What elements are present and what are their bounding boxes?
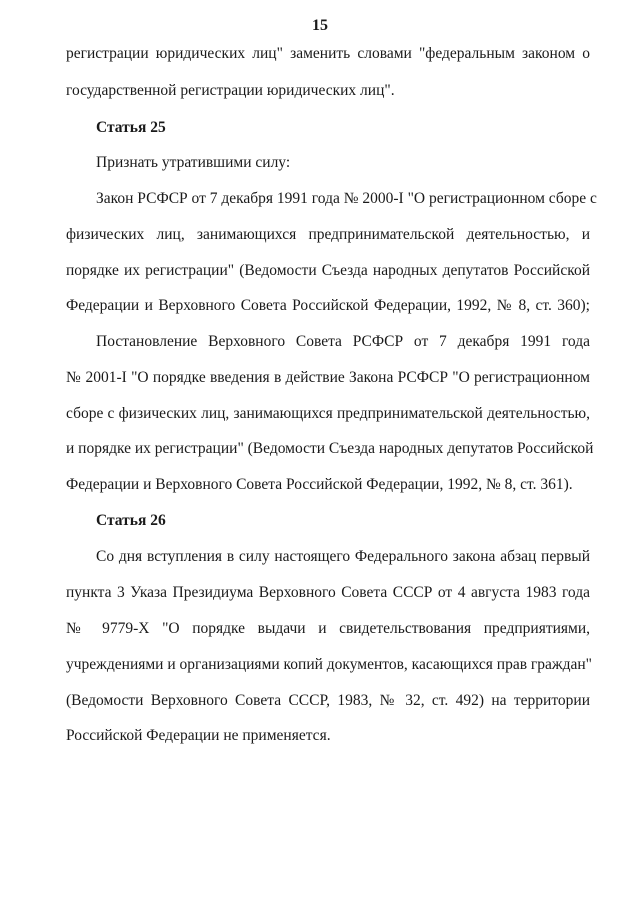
text-line: регистрации юридических лиц" заменить словами "федеральным законом о bbox=[66, 45, 590, 62]
text-line: сборе с физических лиц, занимающихся предпринимательской деятельностью, bbox=[66, 405, 590, 422]
text-line: порядке их регистрации" (Ведомости Съезда народных депутатов Российской bbox=[66, 262, 590, 279]
text-line: Закон РСФСР от 7 декабря 1991 года № 2000-I "О регистрационном сборе с bbox=[96, 190, 597, 207]
text-line: Постановление Верховного Совета РСФСР от 7 декабря 1991 года bbox=[96, 333, 590, 350]
text-line: Федерации и Верховного Совета Российской Федерации, 1992, № 8, ст. 361). bbox=[66, 476, 573, 493]
text-line: учреждениями и организациями копий документов, касающихся прав граждан" bbox=[66, 656, 592, 673]
text-line: Со дня вступления в силу настоящего Федерального закона абзац первый bbox=[96, 548, 590, 565]
text-line: государственной регистрации юридических лиц". bbox=[66, 82, 395, 99]
text-line: пункта 3 Указа Президиума Верховного Совета СССР от 4 августа 1983 года bbox=[66, 584, 590, 601]
article-heading: Статья 26 bbox=[96, 512, 166, 529]
text-line: Российской Федерации не применяется. bbox=[66, 727, 331, 744]
text-line: Признать утратившими силу: bbox=[96, 154, 291, 171]
text-line: (Ведомости Верховного Совета СССР, 1983, № 32, ст. 492) на территории bbox=[66, 692, 590, 709]
page-number: 15 bbox=[312, 17, 328, 34]
article-heading: Статья 25 bbox=[96, 119, 166, 136]
text-line: физических лиц, занимающихся предпринимательской деятельностью, и bbox=[66, 226, 590, 243]
text-line: № 9779-X "О порядке выдачи и свидетельствования предприятиями, bbox=[66, 620, 590, 637]
text-line: № 2001-I "О порядке введения в действие Закона РСФСР "О регистрационном bbox=[66, 369, 590, 386]
text-line: и порядке их регистрации" (Ведомости Съезда народных депутатов Российской bbox=[66, 440, 594, 457]
text-line: Федерации и Верховного Совета Российской Федерации, 1992, № 8, ст. 360); bbox=[66, 297, 590, 314]
